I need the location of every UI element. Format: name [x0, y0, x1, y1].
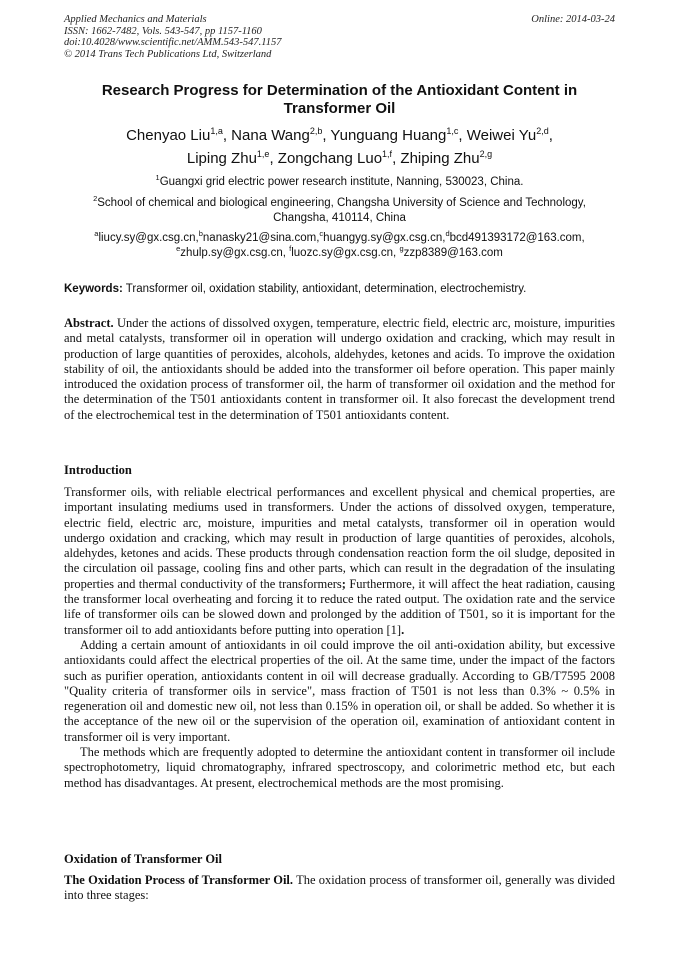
affiliation-1: $^1$Guangxi grid electric power research institute, Nanning, 530023, China.: [155, 173, 524, 188]
journal-name: Applied Mechanics and Materials: [64, 14, 207, 25]
online-date: Online: 2014-03-24: [531, 14, 615, 25]
doi-line: doi:10.4028/www.scientific.net/AMM.543-547.1157: [64, 37, 282, 48]
author-list: [64, 124, 615, 170]
author-sup: 1,f: [382, 149, 393, 159]
author-line-2: Liping Zhu$^{1,e}$, Zongchang Luo$^{1,f}$, Zhiping Zhu$^{2,g}$: [186, 149, 493, 167]
introduction-body: [64, 485, 615, 791]
email-link[interactable]: zhulp.sy@gx.csg.cn,: [180, 247, 286, 259]
author-sup: 1,a: [210, 126, 223, 136]
copyright-line: © 2014 Trans Tech Publications Ltd, Switzerland: [64, 48, 272, 60]
author-name: Liping Zhu: [186, 150, 257, 167]
author-name: Weiwei Yu: [466, 127, 537, 144]
oxidation-subheading: The Oxidation Process of Transformer Oil.: [64, 873, 294, 887]
email-link[interactable]: zzp8389@163.com: [403, 247, 503, 259]
oxidation-heading: Oxidation of Transformer Oil: [64, 852, 222, 866]
intro-paragraph-3: The methods which are frequently adopted to determine the antioxidant content in transformer oil include spectrophotometry, liquid chromatography, infrared spectroscopy, and colorimetric method etc, but each method has disadvantages. At present, electrochemical methods are the most promising.: [64, 745, 615, 790]
email-line-1: $^a$liucy.sy@gx.csg.cn,$^b$nanasky21@sina.com,$^c$huangyg.sy@gx.csg.cn,$^d$bcd491393172@163.com,: [94, 229, 585, 244]
introduction-heading: Introduction: [64, 463, 132, 477]
author-name: Zongchang Luo: [277, 150, 383, 167]
abstract-text: Under the actions of dissolved oxygen, temperature, electric field, electric arc, moisture, impurities and metal catalysts, transformer oil in operation will undergo oxidation and cracking, which may result in production of large quantities of peroxides, alcohols, aldehydes, ketones and acids. To improve the oxidation stability of oil, the antioxidants should be added into the transformer oil before operation. This paper mainly introduced the oxidation process of transformer oil, the harm of transformer oil oxidation and the method for the determination of the T501 antioxidants content in transformer oil. It also forecast the development trend of the electrochemical test in the determination of T501 antioxidants content.: [64, 316, 616, 422]
author-sup: 1,c: [446, 126, 459, 136]
author-sup: 1,e: [256, 149, 270, 159]
email-list: [64, 231, 615, 261]
abstract-label: Abstract.: [64, 316, 114, 330]
email-link[interactable]: liucy.sy@gx.csg.cn,: [98, 232, 199, 244]
paper-title: Research Progress for Determination of the Antioxidant Content in Transformer Oil: [101, 82, 578, 117]
author-sup: 2,b: [309, 126, 323, 136]
author-name: Nana Wang: [231, 127, 310, 144]
author-sup: 2,d: [536, 126, 549, 136]
email-line-2: $^e$zhulp.sy@gx.csg.cn, $^f$luozc.sy@gx.csg.cn, $^g$zzp8389@163.com: [176, 244, 503, 259]
email-link[interactable]: bcd491393172@163.com,: [449, 232, 585, 244]
keywords-label: Keywords:: [64, 283, 123, 295]
abstract: [64, 316, 615, 423]
keywords-text: Transformer oil, oxidation stability, antioxidant, determination, electrochemistry.: [125, 283, 527, 295]
keywords: [64, 282, 615, 297]
intro-paragraph-2: Adding a certain amount of antioxidants in oil could improve the oil anti-oxidation ability, but excessive antioxidants could affect the electrical properties of the oil. At the same time, under the impact of the factors such as purifier operation, antioxidants content in oil will decrease gradually. According to GB/T7595 2008 "Quality criteria of transformer oils in service", mass fraction of T501 is not less than 0.3% ~ 0.5% in regeneration oil and domestic new oil, not less than 0.15% in operation oil, or shall be added. So whether it is the acceptance of the new oil or the supervision of the operation oil, examination of antioxidant content in transformer oil is very important.: [64, 637, 615, 744]
email-link[interactable]: luozc.sy@gx.csg.cn,: [291, 247, 397, 259]
author-sup: 2,g: [479, 149, 493, 159]
author-name: Yunguang Huang: [330, 127, 447, 144]
intro-paragraph-1: Transformer oils, with reliable electrical performances and excellent physical and chemical properties, are important insulating mediums used in transformers. Under the actions of dissolved oxygen, temperature, electric field, electric arc, moisture, impurities and metal catalysts, transformer oil in operation would undergo oxidation and cracking, which may result in production of large quantities of peroxides, alcohols, aldehydes, ketones and acids. These products through condensation reaction form the oil sludge, deposited in the circulation oil passage, cooling fins and other parts, which can result in the degradation of the insulating properties and thermal conductivity of the transformers; Furthermore, it will affect the heat radiation, causing the transformer local overheating and forcing it to reduce the rated output. The oxidation rate and the service life of transformer oils can be slowed down and prolonged by the addition of T501, so it is important for the transformer oil to add antioxidants before putting into operation [1].: [64, 485, 615, 637]
oxidation-process-paragraph: The Oxidation Process of Transformer Oil. The oxidation process of transformer oil, generally was divided into three stages:: [64, 873, 615, 903]
affiliation-2: $^2$School of chemical and biological engineering, Changsha University of Science and Technology, Changsha, 410114, China: [93, 194, 586, 224]
issn-line: ISSN: 1662-7482, Vols. 543-547, pp 1157-1160: [64, 25, 262, 37]
email-link[interactable]: huangyg.sy@gx.csg.cn,: [323, 232, 446, 244]
author-name: Zhiping Zhu: [400, 150, 480, 167]
journal-header: [64, 14, 615, 60]
author-name: Chenyao Liu: [126, 127, 211, 144]
email-link[interactable]: nanasky21@sina.com,: [202, 232, 320, 244]
author-line-1: Chenyao Liu$^{1,a}$, Nana Wang$^{2,b}$, Yunguang Huang$^{1,c}$, Weiwei Yu$^{2,d}$,: [126, 126, 553, 144]
